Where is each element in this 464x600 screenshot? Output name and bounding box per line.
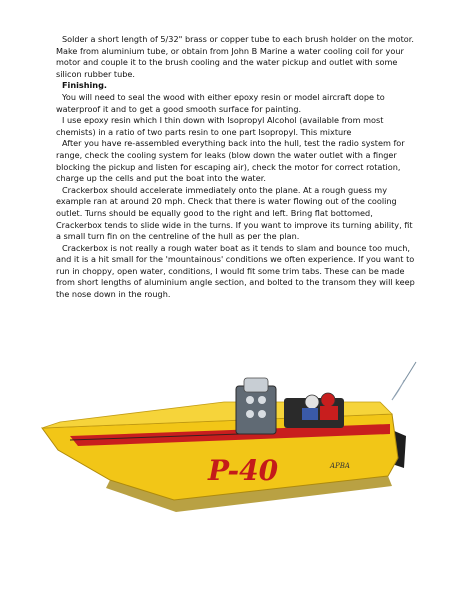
brand-decal: APBA [330, 462, 350, 470]
driver-body-2 [320, 406, 338, 420]
driver-body-1 [302, 408, 318, 420]
engine-pipe-2 [258, 396, 266, 404]
driver-helmet-1 [305, 395, 319, 409]
engine-pipe-3 [246, 410, 254, 418]
section-heading-finishing: Finishing. [62, 80, 107, 91]
engine-pipe-1 [246, 396, 254, 404]
paragraph-reassemble: After you have re-assembled everything back into the hull, test the radio system for range, check the cooling system for leaks (blow down the water outlet with a finger blocking the pickup and listen for escaping air), check the motor for correct rotation, charge up the cells and put the boat into the water. [56, 138, 405, 184]
engine-block [236, 386, 276, 434]
engine-blower [244, 378, 268, 392]
paragraph-acceleration: Crackerbox should accelerate immediately onto the plane. At a rough guess my example ran at around 20 mph. Check that there is water flowing out of the cooling outlet. Turns should be equally good to the right and left. Bring flat bottomed, Crackerbox tends to slide wide in the turns. If you want to improve its turning ability, fit a small turn fin on the centreline of the hull as per the plan. [56, 184, 413, 242]
boat-photo [0, 340, 464, 590]
paragraph-brush-cooling: Solder a short length of 5/32" brass or copper tube to each brush holder on the motor. Make from aluminium tube, or obtain from John B Marine a water cooling coil for your motor and couple it to the brush cooling and the water pickup and outlet with some silicon rubber tube. [56, 34, 414, 79]
article-text [56, 34, 418, 301]
paragraph-rough-water: Crackerbox is not really a rough water boat as it tends to slam and bounce too much, and it is a hit small for the 'mountainous' conditions we often experience. If you want to run in choppy, open water, conditions, I would fit some trim tabs. These can be made from short lengths of aluminium angle section, and bolted to the transom they will keep the nose down in the rough. [56, 242, 415, 300]
paragraph-seal-wood: You will need to seal the wood with either epoxy resin or model aircraft dope to waterproof it and to get a good smooth surface for painting. [56, 91, 385, 114]
driver-helmet-2 [321, 393, 335, 407]
engine-pipe-4 [258, 410, 266, 418]
paragraph-epoxy-resin: I use epoxy resin which I thin down with Isopropyl Alcohol (available from most chemists) in a ratio of two parts resin to one part Isopropyl. This mixture [56, 115, 384, 137]
hull-number: P-40 [208, 454, 279, 487]
